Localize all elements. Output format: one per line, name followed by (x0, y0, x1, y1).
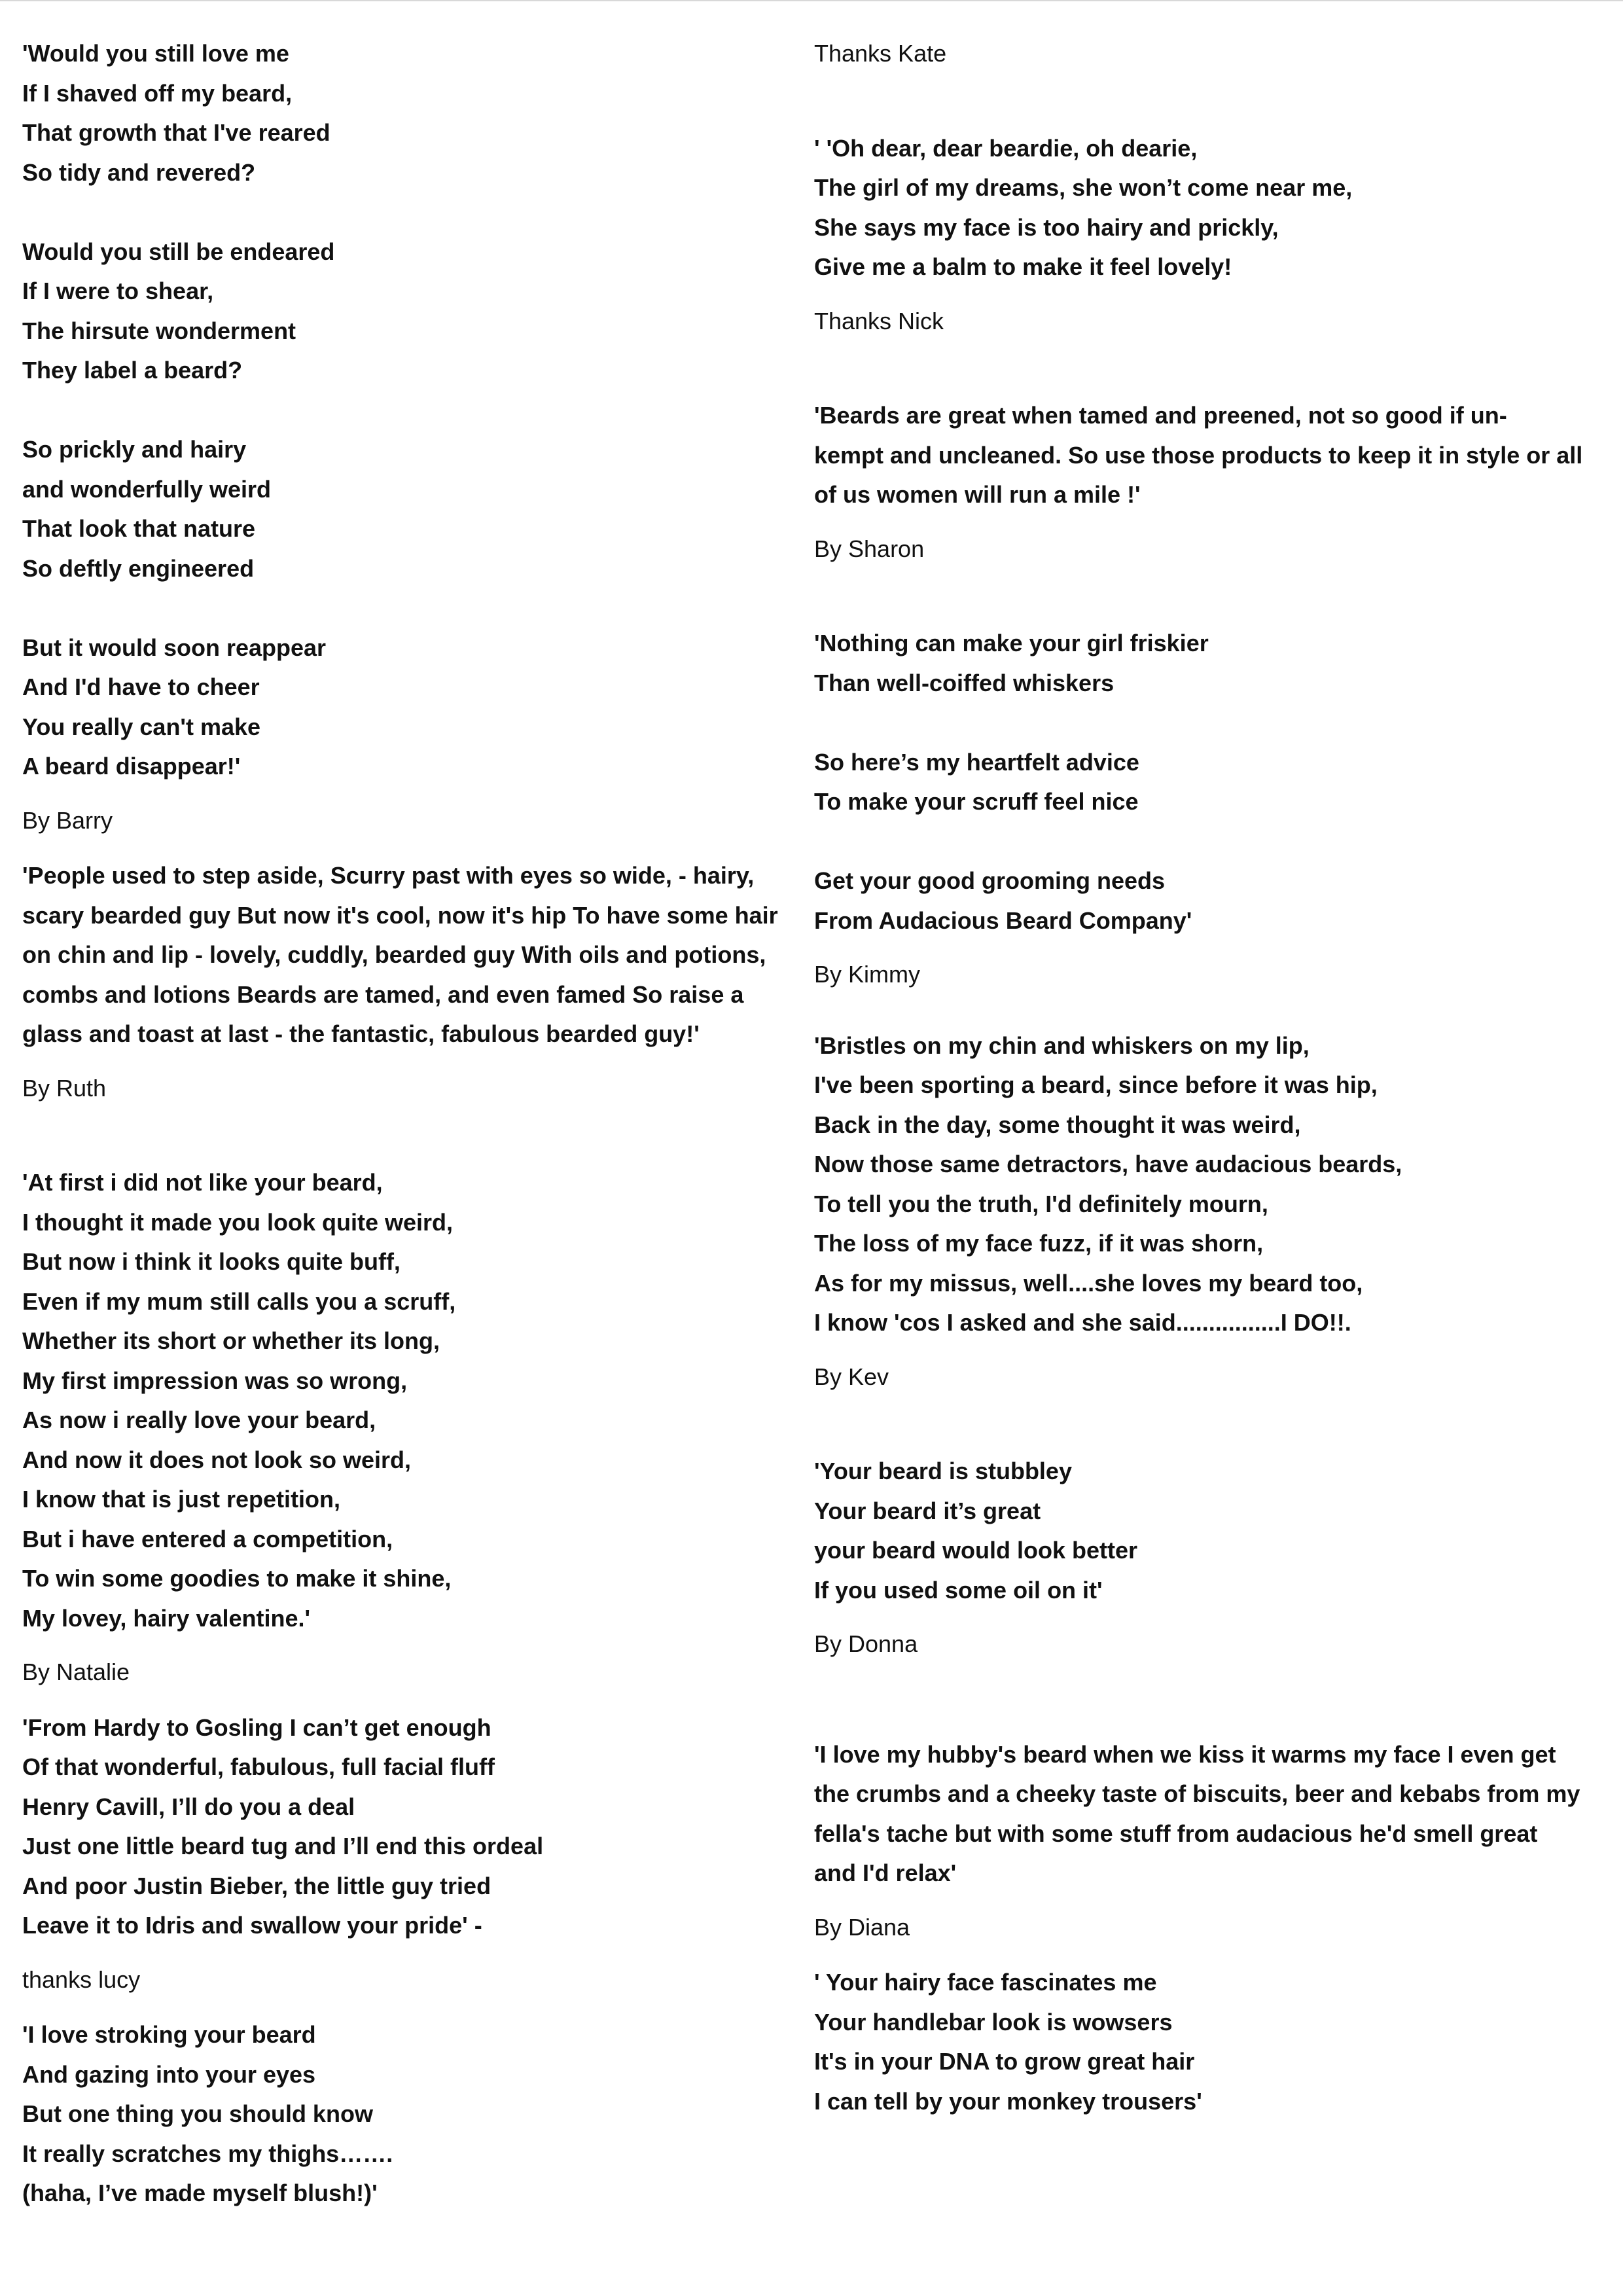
byline-kate: Thanks Kate (814, 40, 947, 67)
stanza-break (814, 822, 1599, 862)
poem-kev (814, 1026, 1599, 1343)
spacer (814, 1011, 1599, 1026)
poem-line: 'I love stroking your beard (22, 2021, 316, 2048)
poem-line: It's in your DNA to grow great hair (814, 2048, 1195, 2075)
poem-line: And poor Justin Bieber, the little guy tried (22, 1872, 491, 1899)
poem-line: That growth that I've reared (22, 119, 330, 146)
poem-line: And now it does not look so weird, (22, 1446, 411, 1473)
poem-line: 'Nothing can make your girl friskier (814, 630, 1209, 656)
poem-line: But one thing you should know (22, 2100, 373, 2127)
poem-line: I can tell by your monkey trousers' (814, 2087, 1202, 2115)
poem-nick (814, 129, 1599, 287)
poem-line: But now i think it looks quite buff, (22, 1248, 401, 1275)
stanza-break (22, 588, 794, 628)
poem-line: on chin and lip - lovely, cuddly, bearded guy With oils and potions, (22, 941, 766, 968)
spacer (814, 584, 1599, 624)
poem-line: fella's tache but with some stuff from audacious he'd smell great (814, 1820, 1538, 1847)
poem-line: and I'd relax' (814, 1859, 957, 1886)
byline-sharon: By Sharon (814, 535, 925, 562)
poem-line: 'Would you still love me (22, 40, 289, 67)
poem-line: I know 'cos I asked and she said................I DO!!. (814, 1309, 1351, 1336)
poem-line: So prickly and hairy (22, 436, 247, 463)
poem-line: So here’s my heartfelt advice (814, 748, 1139, 776)
byline-donna: By Donna (814, 1630, 918, 1657)
poem-line: ' 'Oh dear, dear beardie, oh dearie, (814, 134, 1198, 162)
poem-line: The hirsute wonderment (22, 317, 296, 344)
poem-lucy (22, 1708, 794, 1946)
poem-line: The loss of my face fuzz, if it was shorn, (814, 1230, 1264, 1257)
poem-line: Henry Cavill, I’ll do you a deal (22, 1793, 355, 1820)
poem-line: ' Your hairy face fascinates me (814, 1969, 1157, 1996)
poem-line: From Audacious Beard Company' (814, 906, 1192, 934)
poem-line: combs and lotions Beards are tamed, and even famed So raise a (22, 980, 744, 1008)
poem-ruth (22, 856, 794, 1054)
byline-ruth: By Ruth (22, 1074, 107, 1102)
poem-line: As now i really love your beard, (22, 1407, 376, 1433)
poem-line: My first impression was so wrong, (22, 1367, 408, 1394)
stanza-break (814, 703, 1599, 743)
poem-line: So deftly engineered (22, 554, 255, 582)
stanza-break (22, 192, 794, 232)
byline-kev: By Kev (814, 1363, 889, 1390)
poem-line: To make your scruff feel nice (814, 788, 1139, 815)
byline-natalie: By Natalie (22, 1659, 130, 1685)
poem-line: To tell you the truth, I'd definitely mourn, (814, 1190, 1268, 1217)
poem-kimmy (814, 624, 1599, 941)
byline-lucy: thanks lucy (22, 1965, 141, 1993)
right-column (814, 34, 1599, 2121)
spacer (22, 1124, 794, 1163)
byline-nick: Thanks Nick (814, 307, 944, 334)
poem-line: Even if my mum still calls you a scruff, (22, 1287, 456, 1315)
poem-line: (haha, I’ve made myself blush!)' (22, 2179, 378, 2206)
poem-line: 'People used to step aside, Scurry past with eyes so wide, - hairy, (22, 862, 755, 889)
poem-line: And I'd have to cheer (22, 673, 260, 700)
poem-blush (22, 2015, 794, 2214)
poem-sharon (814, 396, 1599, 515)
spacer (814, 1412, 1599, 1452)
poem-line: Back in the day, some thought it was weird, (814, 1111, 1301, 1138)
poem-line: I've been sporting a beard, since before it was hip, (814, 1071, 1378, 1098)
poem-line: 'Beards are great when tamed and preened, not so good if un- (814, 402, 1507, 429)
poem-line: and wonderfully weird (22, 475, 272, 503)
poem-donna (814, 1452, 1599, 1610)
poem-line: 'I love my hubby's beard when we kiss it warms my face I even get (814, 1740, 1556, 1768)
poem-line: But it would soon reappear (22, 634, 327, 661)
poem-line: 'At first i did not like your beard, (22, 1169, 383, 1196)
poem-line: Whether its short or whether its long, (22, 1327, 440, 1354)
poem-wowsers (814, 1963, 1599, 2121)
spacer (814, 1680, 1599, 1735)
poem-line: That look that nature (22, 515, 256, 542)
spacer (814, 357, 1599, 396)
top-rule (0, 0, 1623, 1)
poem-line: 'Your beard is stubbley (814, 1458, 1072, 1484)
poem-line: Get your good grooming needs (814, 867, 1166, 894)
poem-line: Your beard it’s great (814, 1497, 1041, 1524)
poem-line: I know that is just repetition, (22, 1486, 341, 1513)
poem-line: But i have entered a competition, (22, 1525, 393, 1552)
poem-line: You really can't make (22, 713, 261, 740)
poem-line: Than well-coiffed whiskers (814, 669, 1115, 696)
poem-line: Would you still be endeared (22, 238, 335, 265)
poem-line: glass and toast at last - the fantastic, fabulous bearded guy!' (22, 1020, 700, 1047)
poem-line: She says my face is too hairy and prickly, (814, 213, 1279, 241)
byline-diana: By Diana (814, 1913, 910, 1941)
poem-line: your beard would look better (814, 1537, 1138, 1564)
poem-line: kempt and uncleaned. So use those products to keep it in style or all (814, 441, 1583, 469)
poem-line: To win some goodies to make it shine, (22, 1565, 452, 1592)
poem-line: As for my missus, well....she loves my beard too, (814, 1269, 1363, 1297)
poem-line: So tidy and revered? (22, 158, 256, 186)
poem-line: Your handlebar look is wowsers (814, 2008, 1173, 2036)
poem-line: The girl of my dreams, she won’t come near me, (814, 174, 1353, 201)
poem-line: They label a beard? (22, 357, 243, 384)
poem-line: Now those same detractors, have audacious beards, (814, 1151, 1402, 1177)
poem-line: A beard disappear!' (22, 753, 241, 780)
left-column (22, 34, 794, 2214)
stanza-break (22, 391, 794, 431)
byline-barry: By Barry (22, 806, 113, 834)
spacer (814, 90, 1599, 129)
poem-line: I thought it made you look quite weird, (22, 1208, 454, 1236)
poem-line: My lovey, hairy valentine.' (22, 1604, 311, 1632)
poem-line: 'From Hardy to Gosling I can’t get enough (22, 1713, 491, 1741)
poem-line: the crumbs and a cheeky taste of biscuits, beer and kebabs from my (814, 1780, 1580, 1807)
poem-line: scary bearded guy But now it's cool, now it's hip To have some hair (22, 901, 778, 929)
poem-line: Of that wonderful, fabulous, full facial fluff (22, 1753, 495, 1780)
poem-natalie (22, 1163, 794, 1638)
byline-kimmy: By Kimmy (814, 961, 920, 988)
poem-line: Just one little beard tug and I’ll end this ordeal (22, 1833, 544, 1859)
poem-line: If I were to shear, (22, 278, 214, 304)
poem-line: 'Bristles on my chin and whiskers on my lip, (814, 1031, 1310, 1059)
poem-line: And gazing into your eyes (22, 2060, 316, 2088)
poem-line: Leave it to Idris and swallow your pride' - (22, 1912, 482, 1939)
poem-line: If you used some oil on it' (814, 1576, 1103, 1604)
poem-line: It really scratches my thighs……. (22, 2140, 393, 2167)
poem-line: If I shaved off my beard, (22, 79, 293, 107)
poem-diana (814, 1735, 1599, 1893)
poem-barry (22, 34, 794, 787)
poem-line: of us women will run a mile !' (814, 481, 1141, 508)
poem-line: Give me a balm to make it feel lovely! (814, 253, 1232, 280)
